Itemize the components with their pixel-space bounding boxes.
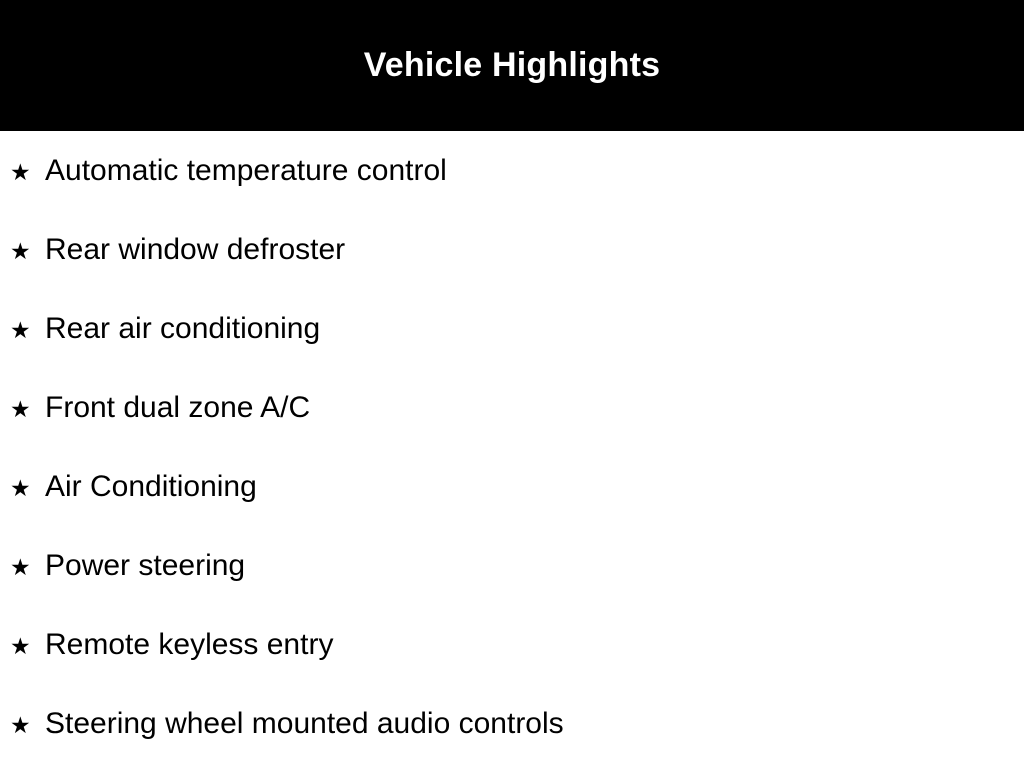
star-icon: ★ [10, 239, 31, 265]
star-icon: ★ [10, 634, 31, 660]
list-item-label: Steering wheel mounted audio controls [45, 707, 564, 740]
list-item-label: Front dual zone A/C [45, 391, 311, 424]
star-icon: ★ [10, 476, 31, 502]
list-item [0, 131, 1024, 210]
list-item-label: Power steering [45, 549, 246, 582]
star-icon: ★ [10, 713, 31, 739]
list-item [0, 368, 1024, 447]
star-icon: ★ [10, 160, 31, 186]
list-item [0, 447, 1024, 526]
list-item [0, 684, 1024, 763]
list-item [0, 210, 1024, 289]
list-item-label: Rear window defroster [45, 233, 346, 266]
star-icon: ★ [10, 318, 31, 344]
header-bar [0, 0, 1024, 131]
list-item-label: Remote keyless entry [45, 628, 334, 661]
list-item [0, 526, 1024, 605]
list-item-label: Air Conditioning [45, 470, 257, 503]
star-icon: ★ [10, 397, 31, 423]
list-item-label: Automatic temperature control [45, 154, 447, 187]
list-item-label: Rear air conditioning [45, 312, 321, 345]
page-title: Vehicle Highlights [363, 46, 661, 84]
list-item [0, 289, 1024, 368]
highlights-list [0, 131, 1024, 763]
list-item [0, 605, 1024, 684]
star-icon: ★ [10, 555, 31, 581]
